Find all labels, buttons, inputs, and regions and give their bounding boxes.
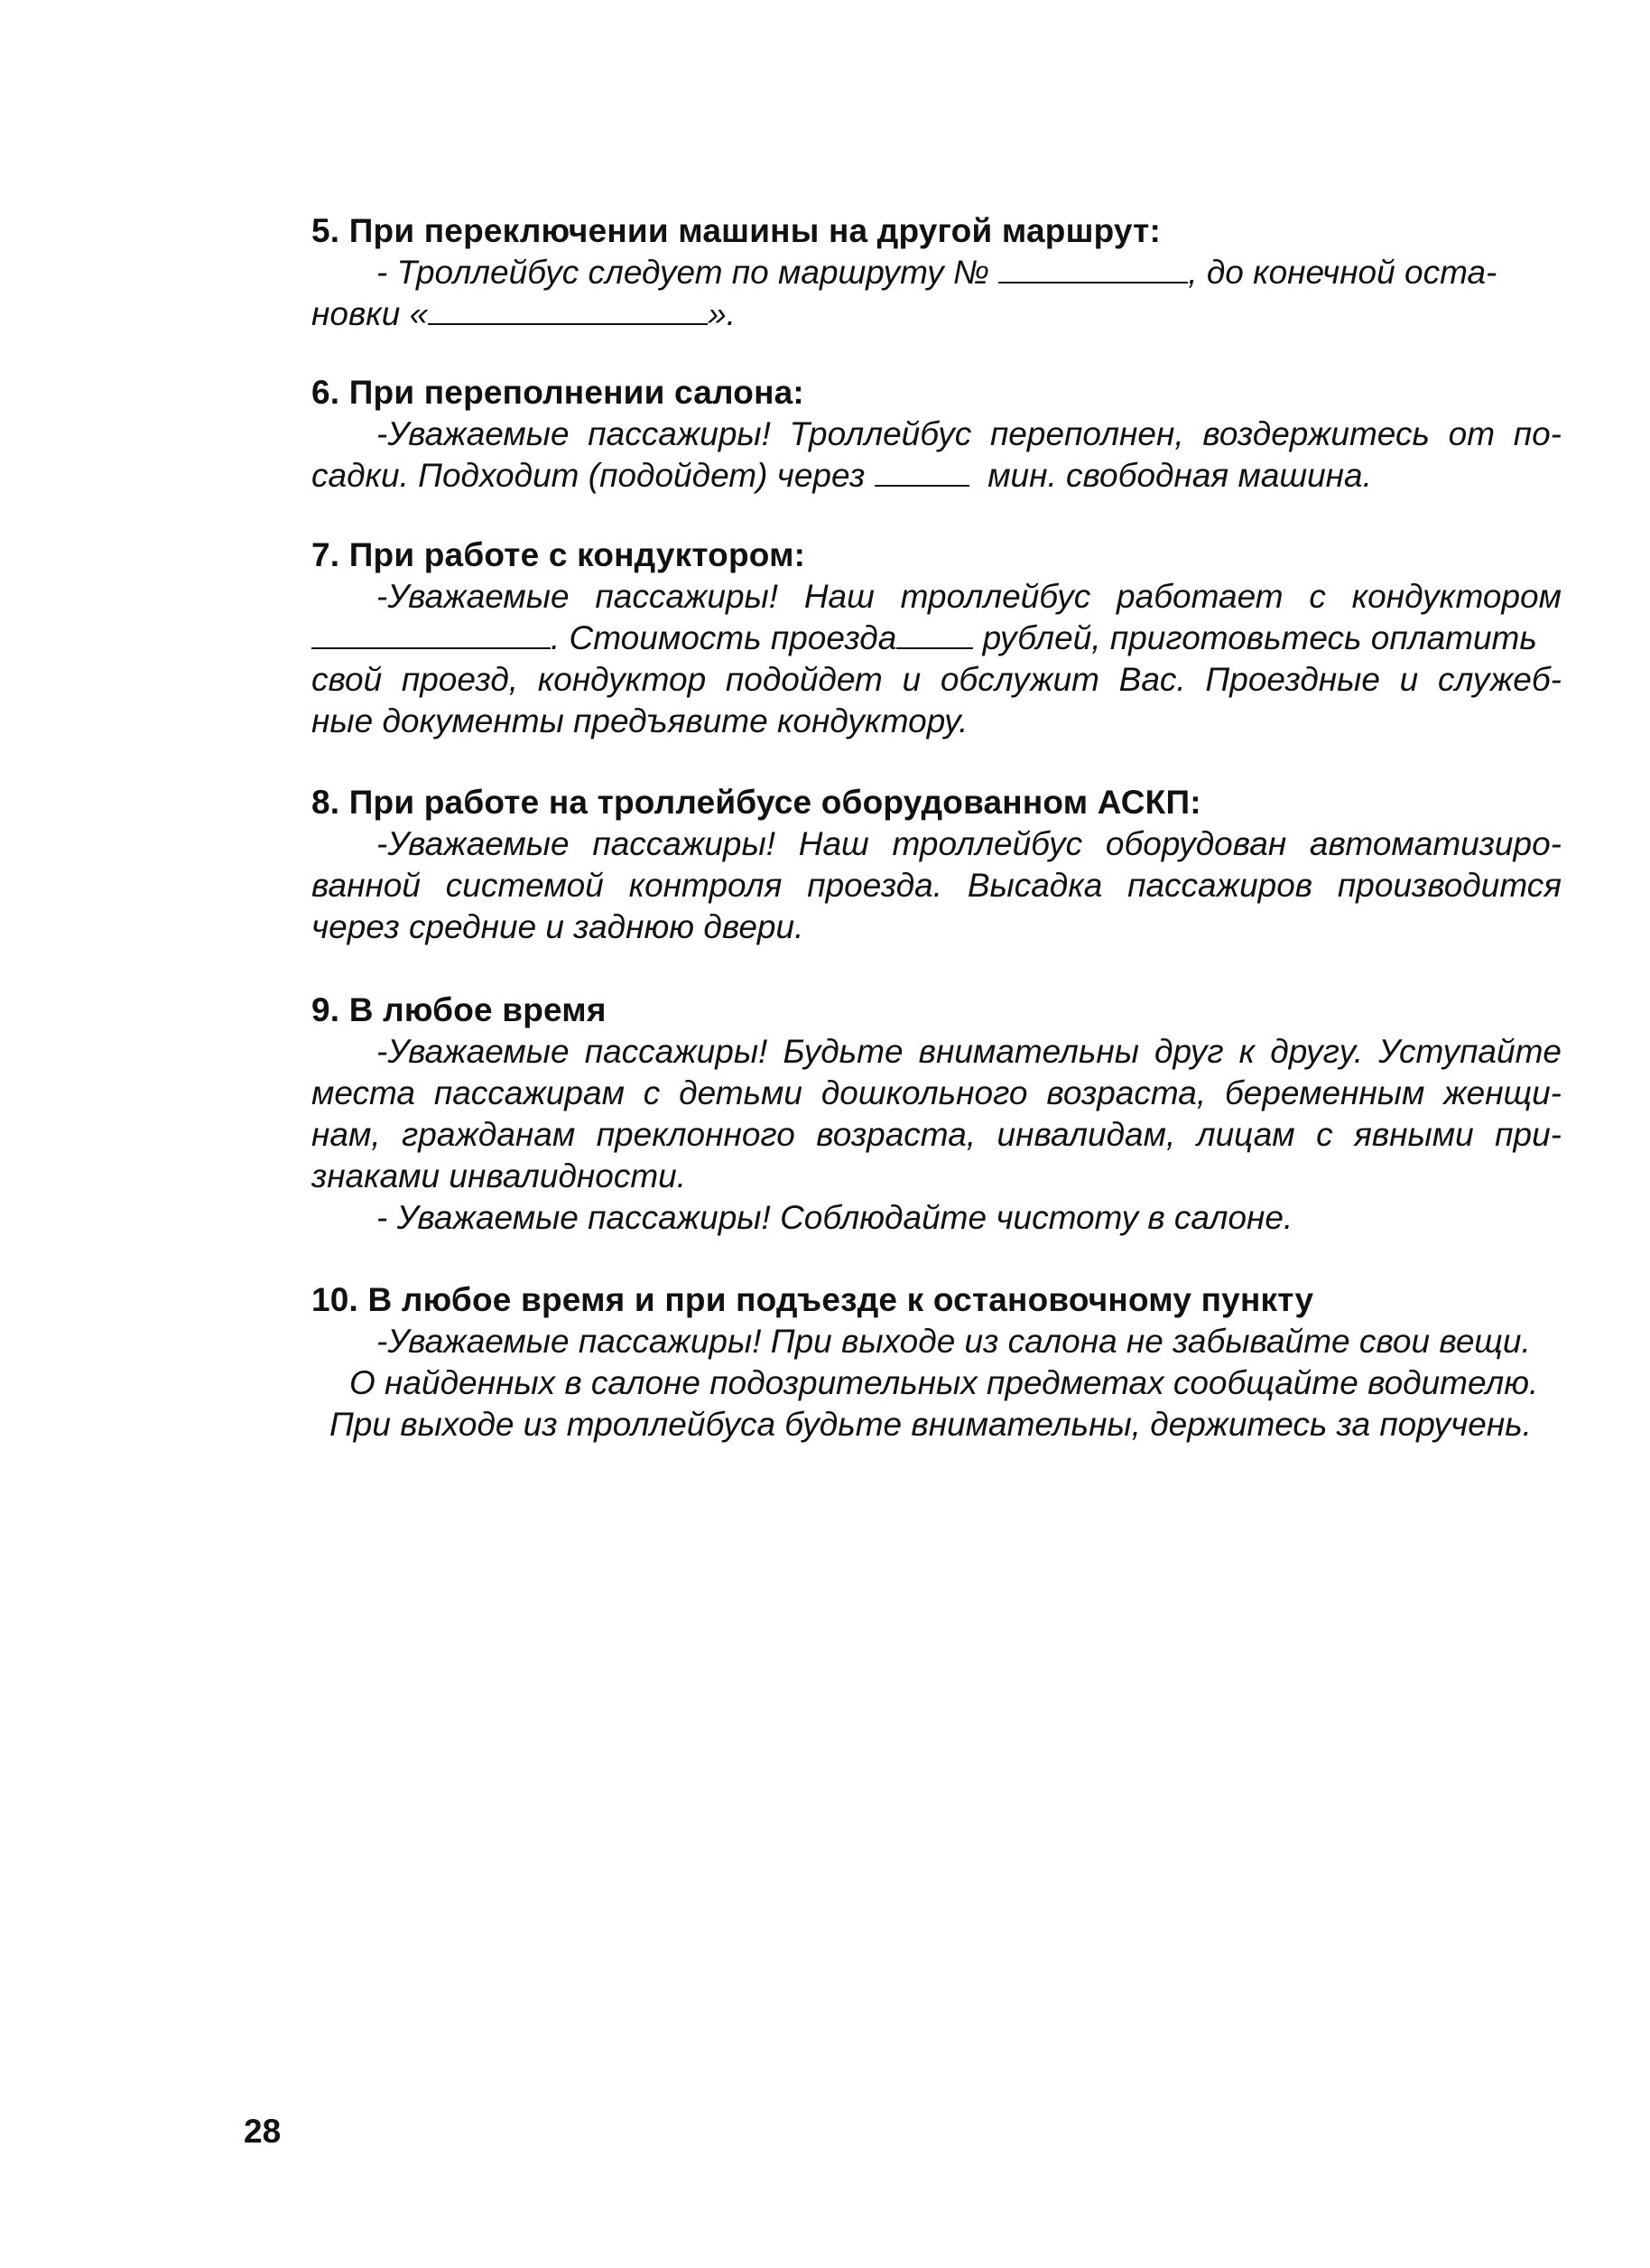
- section-7: [311, 534, 1562, 742]
- section-text-line: места пассажирам с детьми дошкольного возраста, беременным женщи-: [311, 1074, 1562, 1111]
- section-text-line: -Уважаемые пассажиры! Троллейбус переполнен, воздержитесь от по-: [376, 415, 1562, 452]
- section-text-line: через средние и заднюю двери.: [311, 908, 804, 945]
- section-heading: 7. При работе с кондуктором:: [311, 536, 806, 573]
- section-text-line: -Уважаемые пассажиры! Наш троллейбус оборудован автоматизиро-: [376, 825, 1562, 862]
- section-text-line: -Уважаемые пассажиры! При выходе из салона не забывайте свои вещи.: [376, 1323, 1531, 1360]
- section-heading: 8. При работе на троллейбусе оборудованном АСКП:: [311, 784, 1201, 821]
- section-text-line: [311, 293, 1562, 335]
- section-text-line: [311, 252, 1562, 293]
- page-number: 28: [244, 2113, 282, 2150]
- text-fragment: рублей, приготовьтесь оплатить: [982, 619, 1537, 656]
- section-text-line: [311, 618, 1562, 659]
- section-text-line: нам, гражданам преклонного возраста, инвалидам, лицам с явными при-: [311, 1116, 1562, 1153]
- text-fragment: . Стоимость проезда: [551, 619, 897, 656]
- blank-line: [896, 620, 973, 649]
- section-text-line: - Уважаемые пассажиры! Соблюдайте чистоту в салоне.: [376, 1199, 1293, 1236]
- blank-line: [998, 255, 1188, 284]
- text-fragment: ».: [708, 295, 737, 332]
- text-fragment: садки. Подходит (подойдет) через: [311, 457, 866, 494]
- section-heading: 10. В любое время и при подъезде к остановочному пункту: [311, 1281, 1314, 1318]
- section-heading: 9. В любое время: [311, 991, 607, 1028]
- text-fragment: , до конечной оста-: [1188, 254, 1497, 291]
- section-text-line: -Уважаемые пассажиры! Наш троллейбус работает с кондуктором: [376, 578, 1562, 615]
- blank-line: [428, 296, 708, 325]
- blank-line: [875, 458, 969, 487]
- section-text-line: знаками инвалидности.: [311, 1157, 687, 1194]
- section-heading: 5. При переключении машины на другой маршрут:: [311, 212, 1161, 249]
- section-text-line: [311, 455, 1562, 497]
- section-9: [311, 990, 1562, 1239]
- section-6: [311, 372, 1562, 497]
- section-5: [311, 210, 1562, 335]
- section-8: [311, 782, 1562, 948]
- text-fragment: - Троллейбус следует по маршруту №: [376, 254, 989, 291]
- blank-line: [311, 620, 551, 649]
- section-10: [311, 1279, 1562, 1445]
- section-text-line: ные документы предъявите кондуктору.: [311, 702, 969, 739]
- text-fragment: новки «: [311, 295, 429, 332]
- section-text-line: ванной системой контроля проезда. Высадка пассажиров производится: [311, 867, 1562, 904]
- section-text-line: О найденных в салоне подозрительных предметах сообщайте водителю.: [349, 1364, 1539, 1401]
- section-text-line: При выходе из троллейбуса будьте внимательны, держитесь за поручень.: [329, 1406, 1532, 1443]
- section-heading: 6. При переполнении салона:: [311, 374, 804, 411]
- text-fragment: мин. свободная машина.: [987, 457, 1372, 494]
- section-text-line: -Уважаемые пассажиры! Будьте внимательны друг к другу. Уступайте: [376, 1033, 1562, 1070]
- section-text-line: свой проезд, кондуктор подойдет и обслужит Вас. Проездные и служеб-: [311, 661, 1562, 698]
